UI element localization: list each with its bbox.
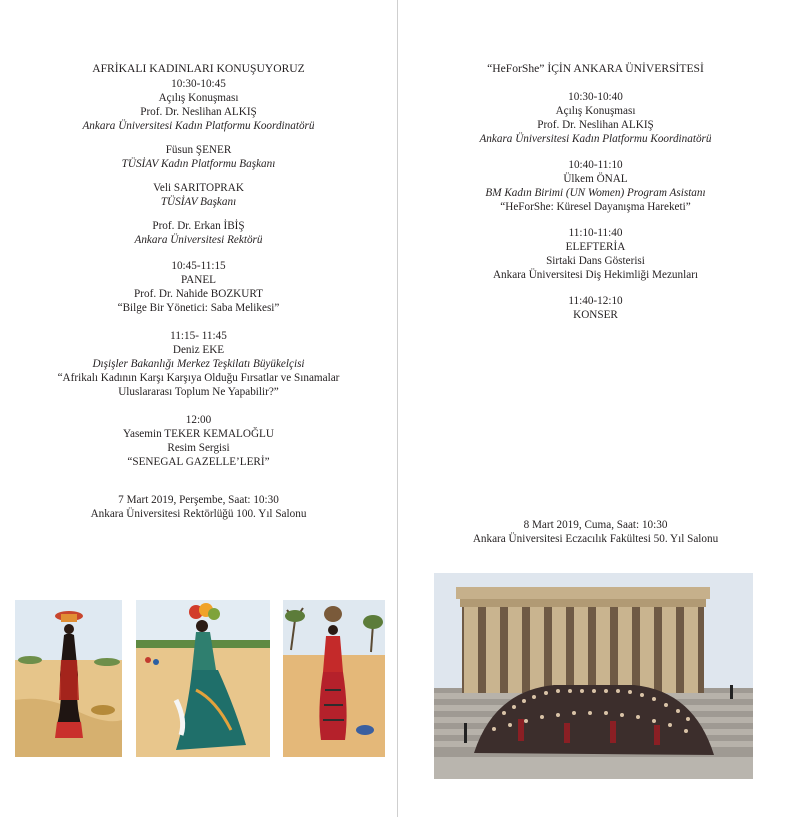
group-photo-monument [434, 573, 753, 779]
talk-topic: Uluslararası Toplum Ne Yapabilir?” [118, 386, 279, 398]
dance-performers: Ankara Üniversitesi Diş Hekimliği Mezunları [492, 269, 699, 281]
panel-topic: “Bilge Bir Yönetici: Saba Melikesi” [117, 302, 280, 314]
speaker-role: TÜSİAV Başkanı [160, 196, 237, 208]
venue-date: 7 Mart 2019, Perşembe, Saat: 10:30 [118, 494, 279, 506]
exhibition-title: “SENEGAL GAZELLE’LERİ” [127, 456, 270, 468]
talk-role: Dışişler Bakanlığı Merkez Teşkilatı Büyükelçisi [92, 358, 305, 370]
opening-role: Ankara Üniversitesi Kadın Platformu Koordinatörü [479, 133, 712, 145]
talk-speaker: Deniz EKE [172, 344, 225, 356]
panel-label: PANEL [180, 274, 217, 286]
dance-time: 11:10-11:40 [568, 227, 623, 239]
painting-woman-fruit [136, 600, 270, 757]
painting-woman-basket [15, 600, 122, 757]
speaker-role: Ankara Üniversitesi Rektörü [134, 234, 263, 246]
venue-date: 8 Mart 2019, Cuma, Saat: 10:30 [523, 519, 668, 531]
right-program [398, 62, 793, 322]
talk-topic: “HeForShe: Küresel Dayanışma Hareketi” [500, 201, 691, 213]
exhibition-label: Resim Sergisi [167, 442, 230, 454]
exhibition-time: 12:00 [185, 414, 212, 426]
opening-speaker: Prof. Dr. Neslihan ALKIŞ [537, 119, 654, 131]
talk-time: 10:40-11:10 [568, 159, 623, 171]
talk-time: 11:15- 11:45 [170, 330, 227, 342]
talk-topic: “Afrikalı Kadının Karşı Karşıya Olduğu Fırsatlar ve Sınamalar [57, 372, 340, 384]
speaker-name: Prof. Dr. Neslihan ALKIŞ [140, 106, 257, 118]
speaker-name: Prof. Dr. Erkan İBİŞ [152, 220, 245, 232]
speaker-role: Ankara Üniversitesi Kadın Platformu Koordinatörü [82, 120, 315, 132]
concert-time: 11:40-12:10 [568, 295, 623, 307]
speaker-role: TÜSİAV Kadın Platformu Başkanı [121, 158, 276, 170]
opening-label: Açılış Konuşması [555, 105, 636, 117]
talk-role: BM Kadın Birimi (UN Women) Program Asistanı [485, 187, 706, 199]
opening-time: 10:30-10:40 [568, 91, 623, 103]
opening-label: Açılış Konuşması [158, 92, 239, 104]
venue-place: Ankara Üniversitesi Rektörlüğü 100. Yıl Salonu [90, 508, 307, 520]
panel-speaker: Prof. Dr. Nahide BOZKURT [134, 288, 263, 300]
concert-label: KONSER [573, 309, 618, 321]
venue-place: Ankara Üniversitesi Eczacılık Fakültesi 50. Yıl Salonu [472, 533, 719, 545]
left-title: AFRİKALI KADINLARI KONUŞUYORUZ [92, 62, 305, 75]
dance-label: Sirtaki Dans Gösterisi [546, 255, 645, 267]
painting-woman-pot [283, 600, 385, 757]
left-program [0, 62, 397, 469]
right-venue [398, 518, 793, 546]
opening-time: 10:30-10:45 [171, 78, 226, 90]
speaker-name: Füsun ŞENER [165, 144, 232, 156]
exhibition-artist: Yasemin TEKER KEMALOĞLU [123, 428, 274, 440]
right-title: “HeForShe” İÇİN ANKARA ÜNİVERSİTESİ [487, 62, 704, 75]
panel-time: 10:45-11:15 [171, 260, 226, 272]
left-venue [0, 493, 397, 521]
speaker-name: Veli SARITOPRAK [153, 182, 244, 194]
talk-speaker: Ülkem ÖNAL [563, 173, 628, 185]
dance-group: ELEFTERİA [565, 241, 626, 253]
